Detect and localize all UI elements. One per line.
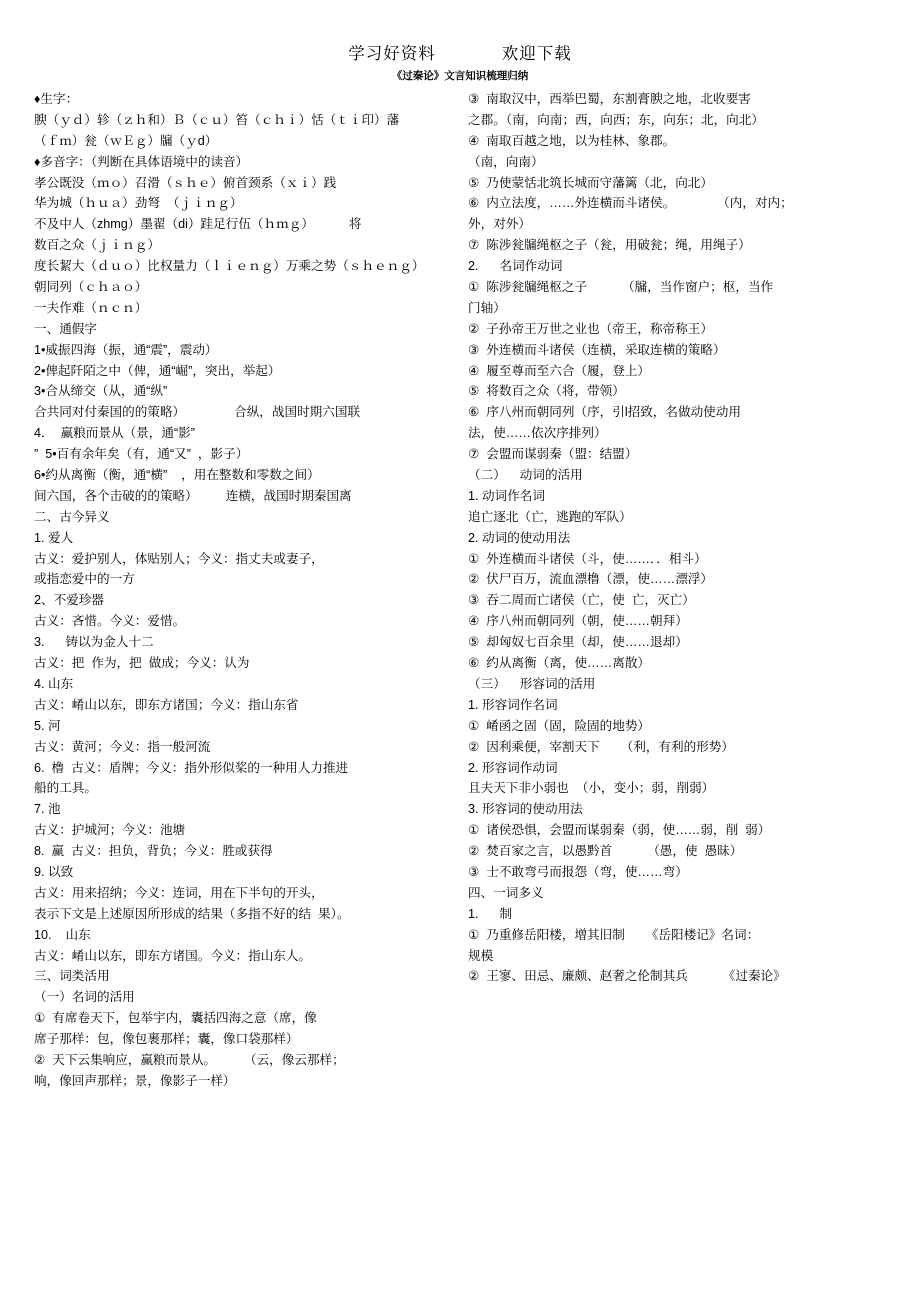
text-line: 10. 山东 [34, 927, 91, 942]
text-line: （二） 动词的活用 [468, 468, 583, 483]
text-line: ① 崤函之固（固，险固的地势） [468, 718, 651, 733]
text-line: 响，像回声那样；景，像影子一样） [34, 1073, 236, 1088]
text-line: 或指恋爱中的一方 [34, 572, 135, 587]
text-line: ② 因利乘便，宰割天下 （利，有利的形势） [468, 739, 734, 754]
text-line: 3•合从缔交（从，通“纵” [34, 384, 168, 399]
text-line: 古义：爱护别人，体贴别人；今义：指丈夫或妻子， [34, 551, 324, 566]
text-line: 3. 铸以为金人十二 [34, 635, 154, 650]
text-line: ② 子孙帝王万世之业也（帝王，称帝称王） [468, 321, 713, 336]
text-line: 一、通假字 [34, 321, 97, 336]
text-line: 腴（ｙｄ）轸（ｚｈ和）Ｂ（ｃｕ）笞（ｃｈｉ）恬（ｔｉ印）藩 [34, 112, 400, 127]
text-line: ③ 士不敢弯弓而报怨（弯，使……弯） [468, 864, 688, 879]
header-left-text: 学习好资料 [348, 45, 436, 63]
text-line: 外，对外） [468, 217, 531, 232]
text-line: ⑦ 会盟而谋弱秦（盟：结盟） [468, 447, 638, 462]
text-line: ⑥ 内立法度，……外连横而斗诸侯。 （内，对内； [468, 196, 793, 211]
text-line: 合共同对付秦国的的策略） 合纵，战国时期六国联 [34, 405, 361, 420]
text-line: 2. 形容词作动词 [468, 760, 558, 775]
text-line: 古义：把 作为，把 做成；今义：认为 [34, 656, 250, 671]
text-line: ⑥ 约从离衡（离，使……离散） [468, 656, 651, 671]
text-line: ① 乃重修岳阳楼，增其旧制 《岳阳楼记》名词： [468, 927, 760, 942]
text-line: 四、一词多义 [468, 885, 544, 900]
text-line: ” 5•百有余年矣（有，通“又” ，影子） [34, 447, 249, 462]
text-line: 1•威振四海（振，通“震”，震动） [34, 342, 218, 357]
text-line: ④ 序八州而朝同列（朝，使……朝拜） [468, 614, 688, 629]
text-line: 2•俾起阡陌之中（俾，通“崛”，突出，举起） [34, 363, 281, 378]
text-line: ② 王寥、田忌、廉颇、赵奢之伦制其兵 《过秦论》 [468, 969, 786, 984]
text-line: 古义：用来招纳；今义：连词，用在下半句的开头， [34, 885, 324, 900]
text-line: （南，向南） [468, 154, 544, 169]
right-column [468, 89, 876, 987]
text-line: 古义：吝惜。今义：爱惜。 [34, 614, 186, 629]
text-line: 9. 以致 [34, 864, 74, 879]
text-line: 三、词类活用 [34, 969, 110, 984]
text-line: 1. 形容词作名词 [468, 697, 558, 712]
text-line: 二、古今异义 [34, 509, 110, 524]
left-column [34, 89, 442, 1092]
text-line: ① 外连横而斗诸侯（斗，使……．．相斗） [468, 551, 707, 566]
text-line: ⑥ 序八州而朝同列（序，引l招致，名做动使动用 [468, 405, 741, 420]
text-line: ⑤ 将数百之众（将，带领） [468, 384, 625, 399]
text-line: 7. 池 [34, 802, 61, 817]
text-line: ④ 履至尊而至六合（履，登上） [468, 363, 651, 378]
page-header [34, 40, 886, 64]
text-line: ④ 南取百越之地，以为桂林、象郡。 [468, 133, 676, 148]
text-line: 2、不爱珍器 [34, 593, 104, 608]
text-line: ① 有席卷天下，包举宇内，囊括四海之意（席，像 [34, 1011, 317, 1026]
text-line: 法，使……依次序排列） [468, 426, 607, 441]
text-line: 间六国，各个击破的的策略） 连横，战国时期秦国离 [34, 488, 352, 503]
text-line: ③ 吞二周而亡诸侯（亡，使 亡，灭亡） [468, 593, 695, 608]
text-line: 6•约从离衡（衡，通“横” ，用在整数和零数之间） [34, 468, 320, 483]
text-line: 1. 爱人 [34, 530, 74, 545]
text-line: ③ 南取汉中，西举巴蜀，东割膏腴之地，北收要害 [468, 92, 751, 106]
header-right-text: 欢迎下载 [501, 45, 572, 63]
two-column-body [34, 89, 886, 1092]
text-line: 2. 动词的使动用法 [468, 530, 571, 545]
text-line: 8. 赢 古义：担负，背负；今义：胜或获得 [34, 844, 273, 859]
text-line: 2. 名词作动词 [468, 259, 563, 274]
text-line: 席子那样：包，像包裹那样；囊，像口袋那样） [34, 1032, 299, 1047]
text-line: 古义：黄河；今义：指一般河流 [34, 739, 211, 754]
text-line: 船的工具。 [34, 781, 97, 796]
text-line: ♦生字： [34, 92, 79, 106]
text-line: ⑤ 却匈奴七百余里（却，使……退却） [468, 635, 688, 650]
text-line: ⑦ 陈涉瓮牖绳枢之子（瓮，用破瓮；绳，用绳子） [468, 238, 751, 253]
text-line: 6. 橹 古义：盾牌；今义：指外形似桨的一种用人力推进 [34, 760, 349, 775]
text-line: 之郡。（南，向南；西，向西；东，向东；北，向北） [468, 112, 764, 127]
text-line: 朝同列（ｃｈａｏ） [34, 280, 148, 295]
text-line: 1. 制 [468, 906, 513, 921]
text-line: （ｆｍ）瓮（ｗＥｇ）牖（ｙd） [34, 133, 218, 148]
text-line: ⑤ 乃使蒙恬北筑长城而守藩篱（北，向北） [468, 175, 713, 190]
text-line: 且夫天下非小弱也 （小，变小；弱，削弱） [468, 781, 715, 796]
text-line: 门轴） [468, 300, 506, 315]
text-line: 追亡逐北（亡，逃跑的军队） [468, 509, 632, 524]
text-line: （三） 形容词的活用 [468, 676, 596, 691]
text-line: ① 诸侯恐惧，会盟而谋弱秦（弱，使……弱，削 弱） [468, 823, 771, 838]
text-line: 4. 山东 [34, 676, 74, 691]
text-line: 5. 河 [34, 718, 61, 733]
text-line: 数百之众（ｊｉｎｇ） [34, 238, 160, 253]
text-line: ② 伏尸百万，流血漂橹（漂，使……漂浮） [468, 572, 713, 587]
text-line: 规模 [468, 948, 494, 963]
text-line: 3. 形容词的使动用法 [468, 802, 583, 817]
text-line: 度长絜大（ｄｕｏ）比权量力（ｌｉｅｎｇ）万乘之势（ｓｈｅｎｇ） [34, 259, 425, 274]
text-line: ② 天下云集响应，赢粮而景从。 （云，像云那样； [34, 1052, 345, 1067]
text-line: ② 焚百家之言，以愚黔首 （愚，使 愚昧） [468, 844, 743, 859]
text-line: ③ 外连横而斗诸侯（连横，采取连横的策略） [468, 342, 726, 357]
text-line: 古义：崤山以东，即东方诸国；今义：指山东省 [34, 697, 299, 712]
text-line: 不及中人（zhmg）墨翟（di）跬足行伍（ｈｍｇ） 将 [34, 217, 362, 232]
document-subtitle: 《过秦论》文言知识梳理归纳 [391, 70, 529, 82]
text-line: 古义：护城河；今义：池塘 [34, 823, 186, 838]
text-line: 古义：崤山以东，即东方诸国。今义：指山东人。 [34, 948, 312, 963]
text-line: ♦多音字：（判断在具体语境中的读音） [34, 154, 249, 169]
text-line: 1. 动词作名词 [468, 488, 545, 503]
text-line: 一夫作难（ｎｃｎ） [34, 300, 148, 315]
text-line: 孝公既没（ｍｏ）召滑（ｓｈｅ）俯首颈系（ｘｉ）践 [34, 175, 337, 190]
text-line: 华为城（ｈｕａ）劲弩 （ｊｉｎｇ） [34, 196, 243, 211]
text-line: ① 陈涉瓮牖绳枢之子 （牖，当作窗户；枢，当作 [468, 280, 774, 295]
text-line: （一）名词的活用 [34, 990, 135, 1005]
text-line: 表示下文是上述原因所形成的结果（多指不好的结 果）。 [34, 906, 350, 921]
text-line: 4． 赢粮而景从（景，通“影” [34, 426, 195, 441]
